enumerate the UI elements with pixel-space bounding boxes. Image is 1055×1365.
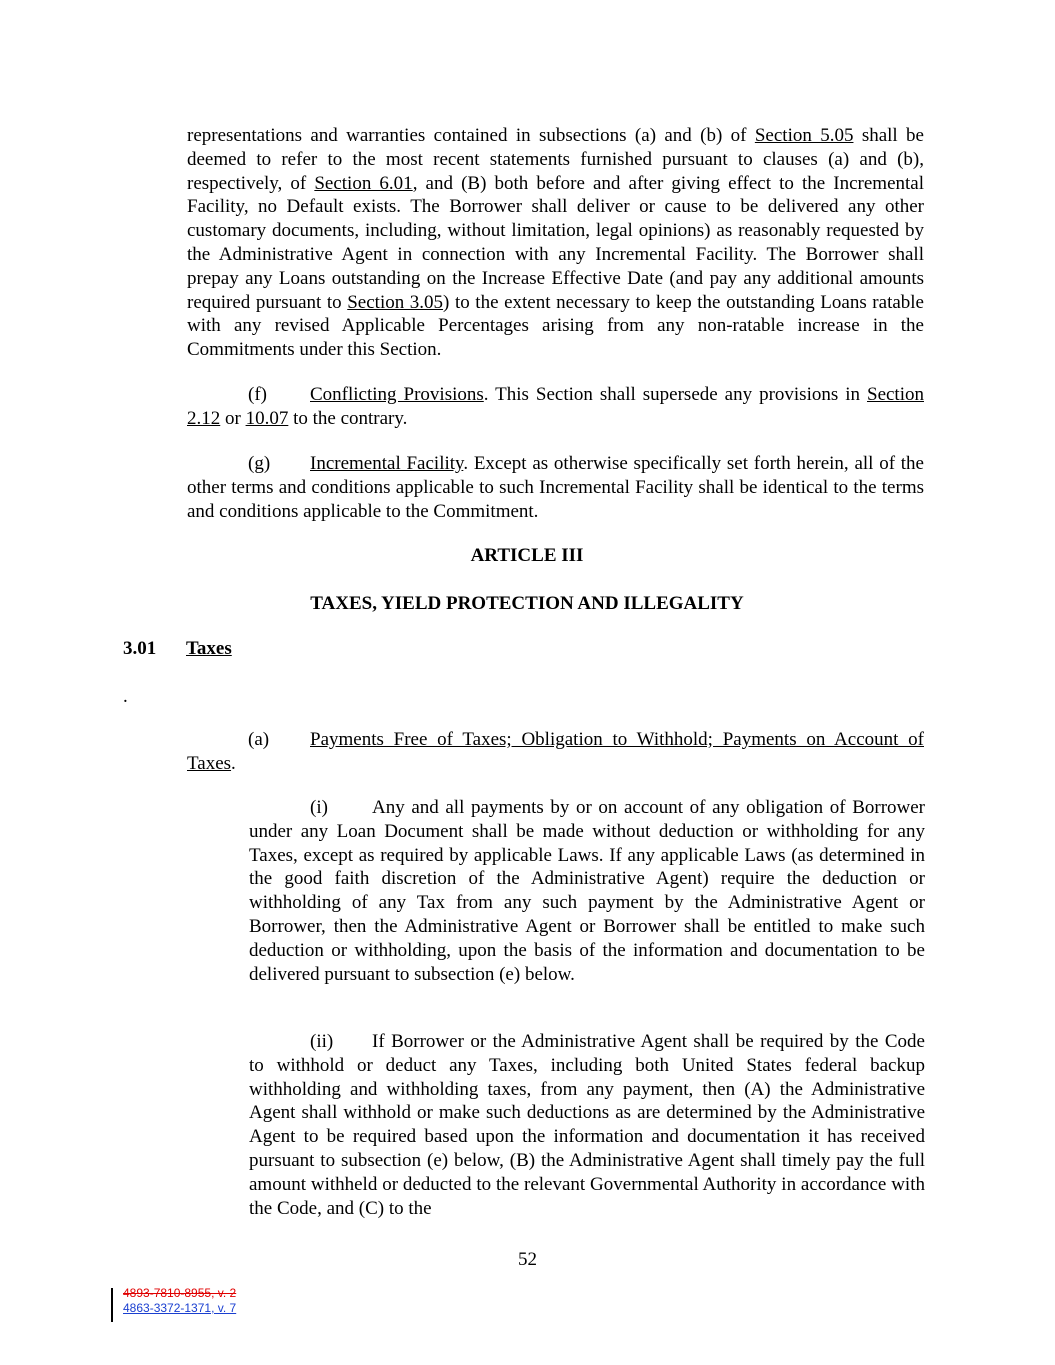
- paragraph-g: [187, 452, 924, 523]
- old-document-id: 4893-7810-8955, v. 2: [123, 1286, 237, 1300]
- text-run: If Borrower or the Administrative Agent shall be required by the Code to withhold or deduct any Taxes, including both United States federal backup withholding and withholding taxes, from any payment, then (A) the Administrative Agent shall withhold or make such deductions as are determined by the Administrative Agent to be required based upon the information and documentation it has received pursuant to subsection (e) below, (B) the Administrative Agent shall timely pay the full amount withheld or deducted to the relevant Governmental Authority in accordance with the Code, and (C) to the: [249, 1031, 925, 1219]
- paragraph-continuation: [187, 124, 924, 362]
- clause-label: (a): [248, 729, 270, 750]
- section-heading: [123, 638, 232, 660]
- text-run: .: [231, 752, 236, 774]
- text-run: shall be deemed to refer to the most recent statements furnished pursuant to clauses (a) and (b), respectively, of: [187, 125, 924, 194]
- clause-label: (ii): [310, 1031, 334, 1052]
- section-reference: Section 2.12: [187, 384, 924, 429]
- text-run: ) to the extent necessary to keep the outstanding Loans ratable with any revised Applicable Percentages arising from any non-ratable increase in the Commitments under this Section.: [187, 291, 924, 361]
- clause-label: (i): [310, 797, 328, 818]
- clause-heading: Conflicting Provisions: [310, 384, 484, 405]
- text-run: to the contrary.: [288, 407, 408, 429]
- clause-label: (f): [248, 384, 267, 405]
- clause-heading: Incremental Facility: [310, 453, 464, 474]
- document-id-footer: [123, 1286, 236, 1316]
- section-reference: Section 6.01: [314, 172, 413, 194]
- page-number: 52: [518, 1249, 537, 1270]
- section-reference: 10.07: [245, 407, 289, 429]
- text-run: representations and warranties contained in subsections (a) and (b) of: [187, 125, 755, 146]
- article-number: ARTICLE III: [470, 545, 584, 566]
- section-title: Taxes: [186, 638, 232, 659]
- stray-period: .: [123, 686, 128, 707]
- new-document-id: 4863-3372-1371, v. 7: [123, 1301, 237, 1315]
- paragraph-a: [187, 728, 924, 776]
- clause-label: (g): [248, 453, 271, 474]
- text-run: , and (B) both before and after giving effect to the Incremental Facility, no Default exists. The Borrower shall deliver or cause to be delivered any other customary documents, including, without limitation, legal opinions) as reasonably requested by the Administrative Agent in connection with any Incremental Facility. The Borrower shall prepay any Loans outstanding on the Increase Effective Date (and pay any additional amounts required pursuant to: [187, 172, 924, 313]
- section-reference: Section 5.05: [754, 125, 854, 146]
- paragraph-i: [249, 796, 925, 986]
- text-run: Any and all payments by or on account of any obligation of Borrower under any Loan Document shall be made without deduction or withholding for any Taxes, except as required by applicable Laws. If any applicable Laws (as determined in the good faith discretion of the Administrative Agent) require the deduction or withholding of any Tax from any such payment by the Administrative Agent or Borrower, then the Administrative Agent or Borrower shall be entitled to make such deduction or withholding, upon the basis of the information and documentation to be delivered pursuant to subsection (e) below.: [249, 797, 925, 985]
- paragraph-ii: [249, 1030, 925, 1220]
- section-reference: Section 3.05: [347, 291, 444, 313]
- clause-heading: Payments Free of Taxes; Obligation to Withhold; Payments on Account of Taxes: [187, 729, 924, 774]
- text-run: . This Section shall supersede any provisions in: [483, 384, 867, 405]
- change-bar: [111, 1288, 113, 1322]
- text-run: . Except as otherwise specifically set forth herein, all of the other terms and conditions applicable to such Incremental Facility shall be identical to the terms and conditions applicable to the Commitment.: [187, 453, 924, 522]
- section-number: 3.01: [123, 638, 157, 659]
- article-title: TAXES, YIELD PROTECTION AND ILLEGALITY: [310, 593, 744, 614]
- paragraph-f: [187, 383, 924, 431]
- text-run: or: [220, 407, 246, 429]
